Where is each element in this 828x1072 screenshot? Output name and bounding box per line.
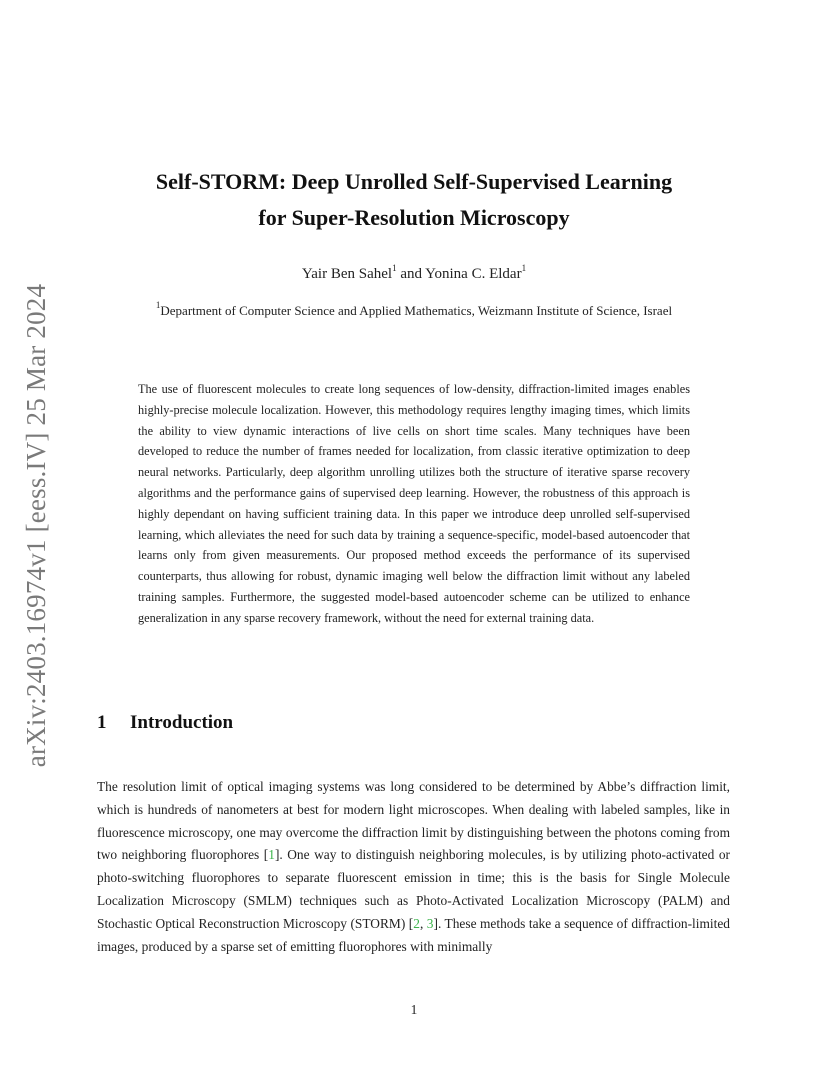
author-connector: and bbox=[396, 266, 426, 282]
section-title: Introduction bbox=[130, 712, 234, 733]
affiliation bbox=[0, 300, 828, 319]
page-number: 1 bbox=[410, 1002, 418, 1017]
affiliation-mark: 1 bbox=[521, 263, 527, 273]
body-text-segment: ]. One way to distinguish neighboring molecules, is by utilizing photo-activated or photo-switching fluorophores to separate fluorescent emission in time; this is the basis for Single Molecule Localization Microscopy (SMLM) techniques such as Photo-Activated Localization Microscopy (PALM) and Stochastic Optical Reconstruction Microscopy (STORM) [ bbox=[97, 847, 730, 931]
body-text-segment: ]. These methods take a sequence of diffraction-limited images, produced by a sparse set of emitting fluorophores with minimally bbox=[97, 915, 730, 954]
author-name: Yair Ben Sahel bbox=[301, 266, 393, 282]
arxiv-identifier-stamp bbox=[7, 280, 67, 770]
abstract-text: The use of fluorescent molecules to create long sequences of low-density, diffraction-limited images enables highly-precise molecule localization. However, this methodology requires lengthy imaging times, which limits the ability to view dynamic interactions of live cells on short time scales. Many techniques have been developed to reduce the number of frames needed for localization, from classic iterative optimization to deep neural networks. Particularly, deep algorithm unrolling utilizes both the structure of iterative sparse recovery algorithms and the performance gains of supervised deep learning. However, the robustness of this approach is highly dependant on having sufficient training data. In this paper we introduce deep unrolled self-supervised learning, which alleviates the need for such data by training a sequence-specific, model-based autoencoder that learns only from given measurements. Our proposed method exceeds the performance of its supervised counterparts, thus allowing for robust, dynamic imaging well below the diffraction limit without any labeled training samples. Furthermore, the suggested model-based autoencoder scheme can be utilized to enhance generalization in any sparse recovery framework, without the need for external training data. bbox=[138, 382, 690, 625]
title-line-1: Self-STORM: Deep Unrolled Self-Supervised Learning bbox=[155, 169, 673, 194]
section-heading bbox=[97, 712, 233, 734]
author-name: Yonina C. Eldar bbox=[425, 266, 522, 282]
citation-separator: , bbox=[419, 915, 427, 931]
citation-link[interactable]: 3 bbox=[426, 915, 434, 931]
arxiv-identifier-text: arXiv:2403.16974v1 [eess.IV] 25 Mar 2024 bbox=[21, 283, 52, 767]
affiliation-mark: 1 bbox=[155, 300, 161, 310]
body-text-segment: The resolution limit of optical imaging systems was long considered to be determined by Abbe’s diffraction limit, which is hundreds of nanometers at best for modern light microscopes. When dealing with labeled samples, like in fluorescence microscopy, one may overcome the diffraction limit by distinguishing between the photons coming from two neighboring fluorophores [ bbox=[97, 779, 730, 863]
body-paragraph bbox=[97, 776, 730, 958]
title-line-2: for Super-Resolution Microscopy bbox=[258, 205, 570, 230]
citation-link[interactable]: 1 bbox=[268, 847, 275, 863]
author-list bbox=[0, 263, 828, 283]
section-number: 1 bbox=[97, 712, 107, 733]
citation-link[interactable]: 2 bbox=[413, 915, 420, 931]
affiliation-mark: 1 bbox=[392, 263, 397, 273]
affiliation-text: Department of Computer Science and Applied Mathematics, Weizmann Institute of Science, Israel bbox=[160, 303, 673, 318]
paper-title bbox=[0, 164, 828, 236]
